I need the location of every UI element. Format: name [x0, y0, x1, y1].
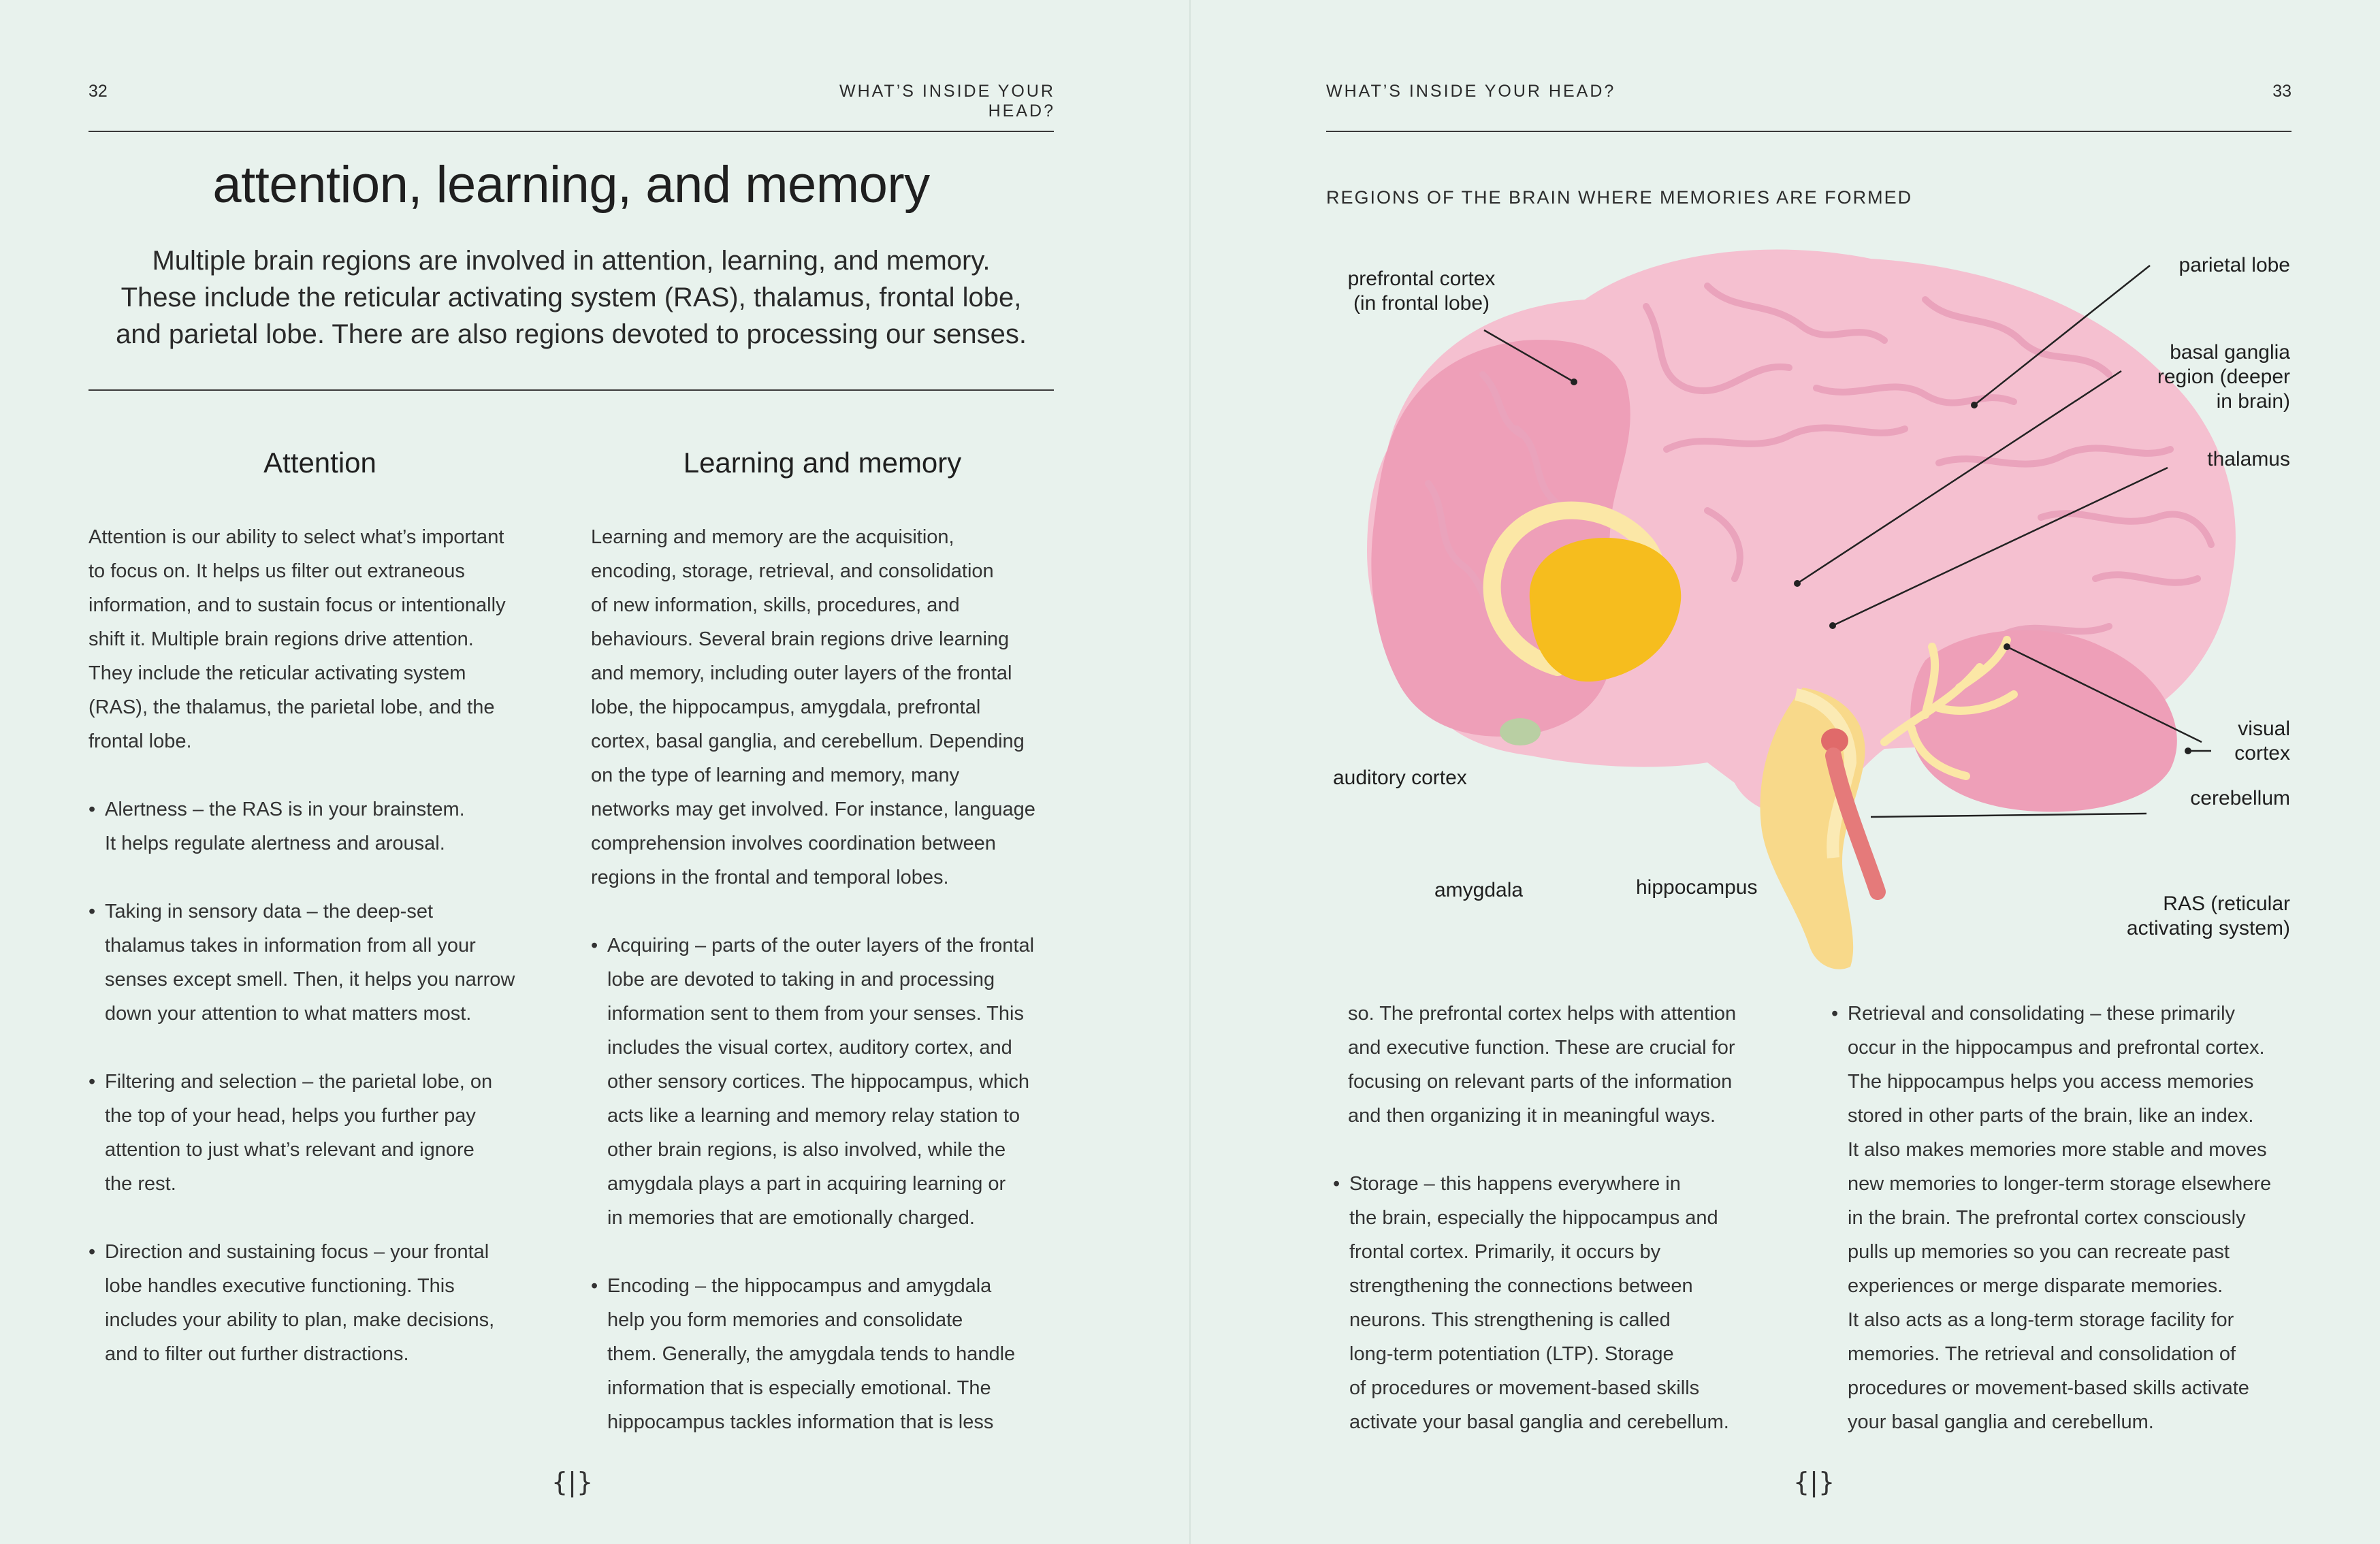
right-column-1: [1333, 997, 1796, 1439]
left-top-rule: [89, 131, 1054, 132]
bullet-item: • Filtering and selection – the parietal lobe, on the top of your head, helps you further pay attention to just what’s relevant and ignore the rest.: [89, 1065, 565, 1201]
left-mid-rule: [89, 389, 1054, 391]
label-prefrontal-cortex: prefrontal cortex (in frontal lobe): [1347, 268, 1496, 315]
label-hippocampus: hippocampus: [1636, 876, 1758, 899]
learning-column: [591, 520, 1067, 1439]
bullet-item: • Acquiring – parts of the outer layers of the frontal lobe are devoted to taking in and processing information sent to them from your senses. This includes the visual cortex, auditory cortex, and other sensory cortices. The hippocampus, which acts like a learning and memory relay station to other brain regions, is also involved, while the amygdala plays a part in acquiring learning or in memories that are emotionally charged.: [591, 929, 1067, 1235]
label-ras: RAS (reticular activating system): [2126, 892, 2290, 939]
right-column-2: [1831, 997, 2301, 1439]
page-gutter: [1189, 0, 1191, 1544]
attention-bullets: [89, 792, 565, 1371]
attention-body: Attention is our ability to select what’s important to focus on. It helps us filter out extraneous information, and to sustain focus or intentionally shift it. Multiple brain regions drive attention. They include the reticular activating system (RAS), the thalamus, the parietal lobe, and the frontal lobe.: [89, 526, 506, 752]
learning-heading: Learning and memory: [683, 447, 962, 479]
label-cerebellum: cerebellum: [2190, 787, 2290, 809]
right-page-number: 33: [2272, 82, 2291, 101]
intro-line: Multiple brain regions are involved in attention, learning, and memory.: [152, 246, 991, 276]
label-amygdala: amygdala: [1434, 879, 1524, 901]
right-running-head: WHAT’S INSIDE YOUR HEAD?: [1326, 82, 1616, 101]
intro-line: and parietal lobe. There are also regions devoted to processing our senses.: [116, 319, 1027, 349]
amygdala-shape: [1500, 718, 1541, 745]
label-parietal-lobe: parietal lobe: [2178, 254, 2290, 276]
label-auditory-cortex: auditory cortex: [1333, 767, 1467, 789]
brain-diagram: [1326, 225, 2293, 987]
encoding-continuation: so. The prefrontal cortex helps with attention and executive function. These are crucial for focusing on relevant parts of the information and then organizing it in meaningful ways.: [1348, 1003, 1737, 1127]
page-title: attention, learning, and memory: [212, 156, 930, 214]
intro-line: These include the reticular activating system (RAS), thalamus, frontal lobe,: [120, 283, 1022, 312]
storage-bullets: [1333, 1167, 1796, 1439]
learning-bullets: [591, 929, 1067, 1439]
left-page-number: 32: [89, 82, 108, 101]
bullet-item: • Storage – this happens everywhere in the brain, especially the hippocampus and frontal cortex. Primarily, it occurs by strengthening the connections between neurons. This strengthening is called long-term potentiation (LTP). Storage of procedures or movement-based skills activate your basal ganglia and cerebellum.: [1333, 1167, 1796, 1439]
bullet-item: • Retrieval and consolidating – these primarily occur in the hippocampus and prefrontal cortex. The hippocampus helps you access memories stored in other parts of the brain, like an index. It also makes memories more stable and moves new memories to longer-term storage elsewhere in the brain. The prefrontal cortex consciously pulls up memories so you can recreate past experiences or merge disparate memories. It also acts as a long-term storage facility for memories. The retrieval and consolidation of procedures or movement-based skills activate your basal ganglia and cerebellum.: [1831, 997, 2301, 1439]
learning-body: Learning and memory are the acquisition, encoding, storage, retrieval, and consolidation of new information, skills, procedures, and behaviours. Several brain regions drive learning and memory, including outer layers of the frontal lobe, the hippocampus, amygdala, prefrontal cortex, basal ganglia, and cerebellum. Depending on the type of learning and memory, many networks may get involved. For instance, language comprehension involves coordination between regions in the frontal and temporal lobes.: [591, 526, 1035, 888]
retrieval-bullets: [1831, 997, 2301, 1439]
bullet-item: • Taking in sensory data – the deep-set thalamus takes in information from all your senses except smell. Then, it helps you narrow down your attention to what matters most.: [89, 895, 565, 1031]
bullet-item: • Direction and sustaining focus – your frontal lobe handles executive functioning. This includes your ability to plan, make decisions, and to filter out further distractions.: [89, 1235, 565, 1371]
label-visual-cortex: visual cortex: [2234, 718, 2290, 765]
label-basal-ganglia: basal ganglia region (deeper in brain): [2157, 341, 2290, 413]
brain-footer-icon: {|}: [1793, 1467, 1835, 1497]
intro-paragraph: [89, 242, 1054, 353]
right-top-rule: [1326, 131, 2291, 132]
label-thalamus: thalamus: [2207, 448, 2290, 470]
figure-title: REGIONS OF THE BRAIN WHERE MEMORIES ARE FORMED: [1326, 187, 1913, 208]
brain-footer-icon: {|}: [551, 1467, 594, 1497]
attention-heading: Attention: [263, 447, 376, 479]
bullet-item: • Alertness – the RAS is in your brainstem. It helps regulate alertness and arousal.: [89, 792, 565, 861]
left-running-head: WHAT’S INSIDE YOUR HEAD?: [839, 82, 1055, 120]
attention-column: [89, 520, 565, 1405]
bullet-item: • Encoding – the hippocampus and amygdala help you form memories and consolidate them. Generally, the amygdala tends to handle information that is especially emotional. The hippocampus tackles information that is less: [591, 1269, 1067, 1439]
